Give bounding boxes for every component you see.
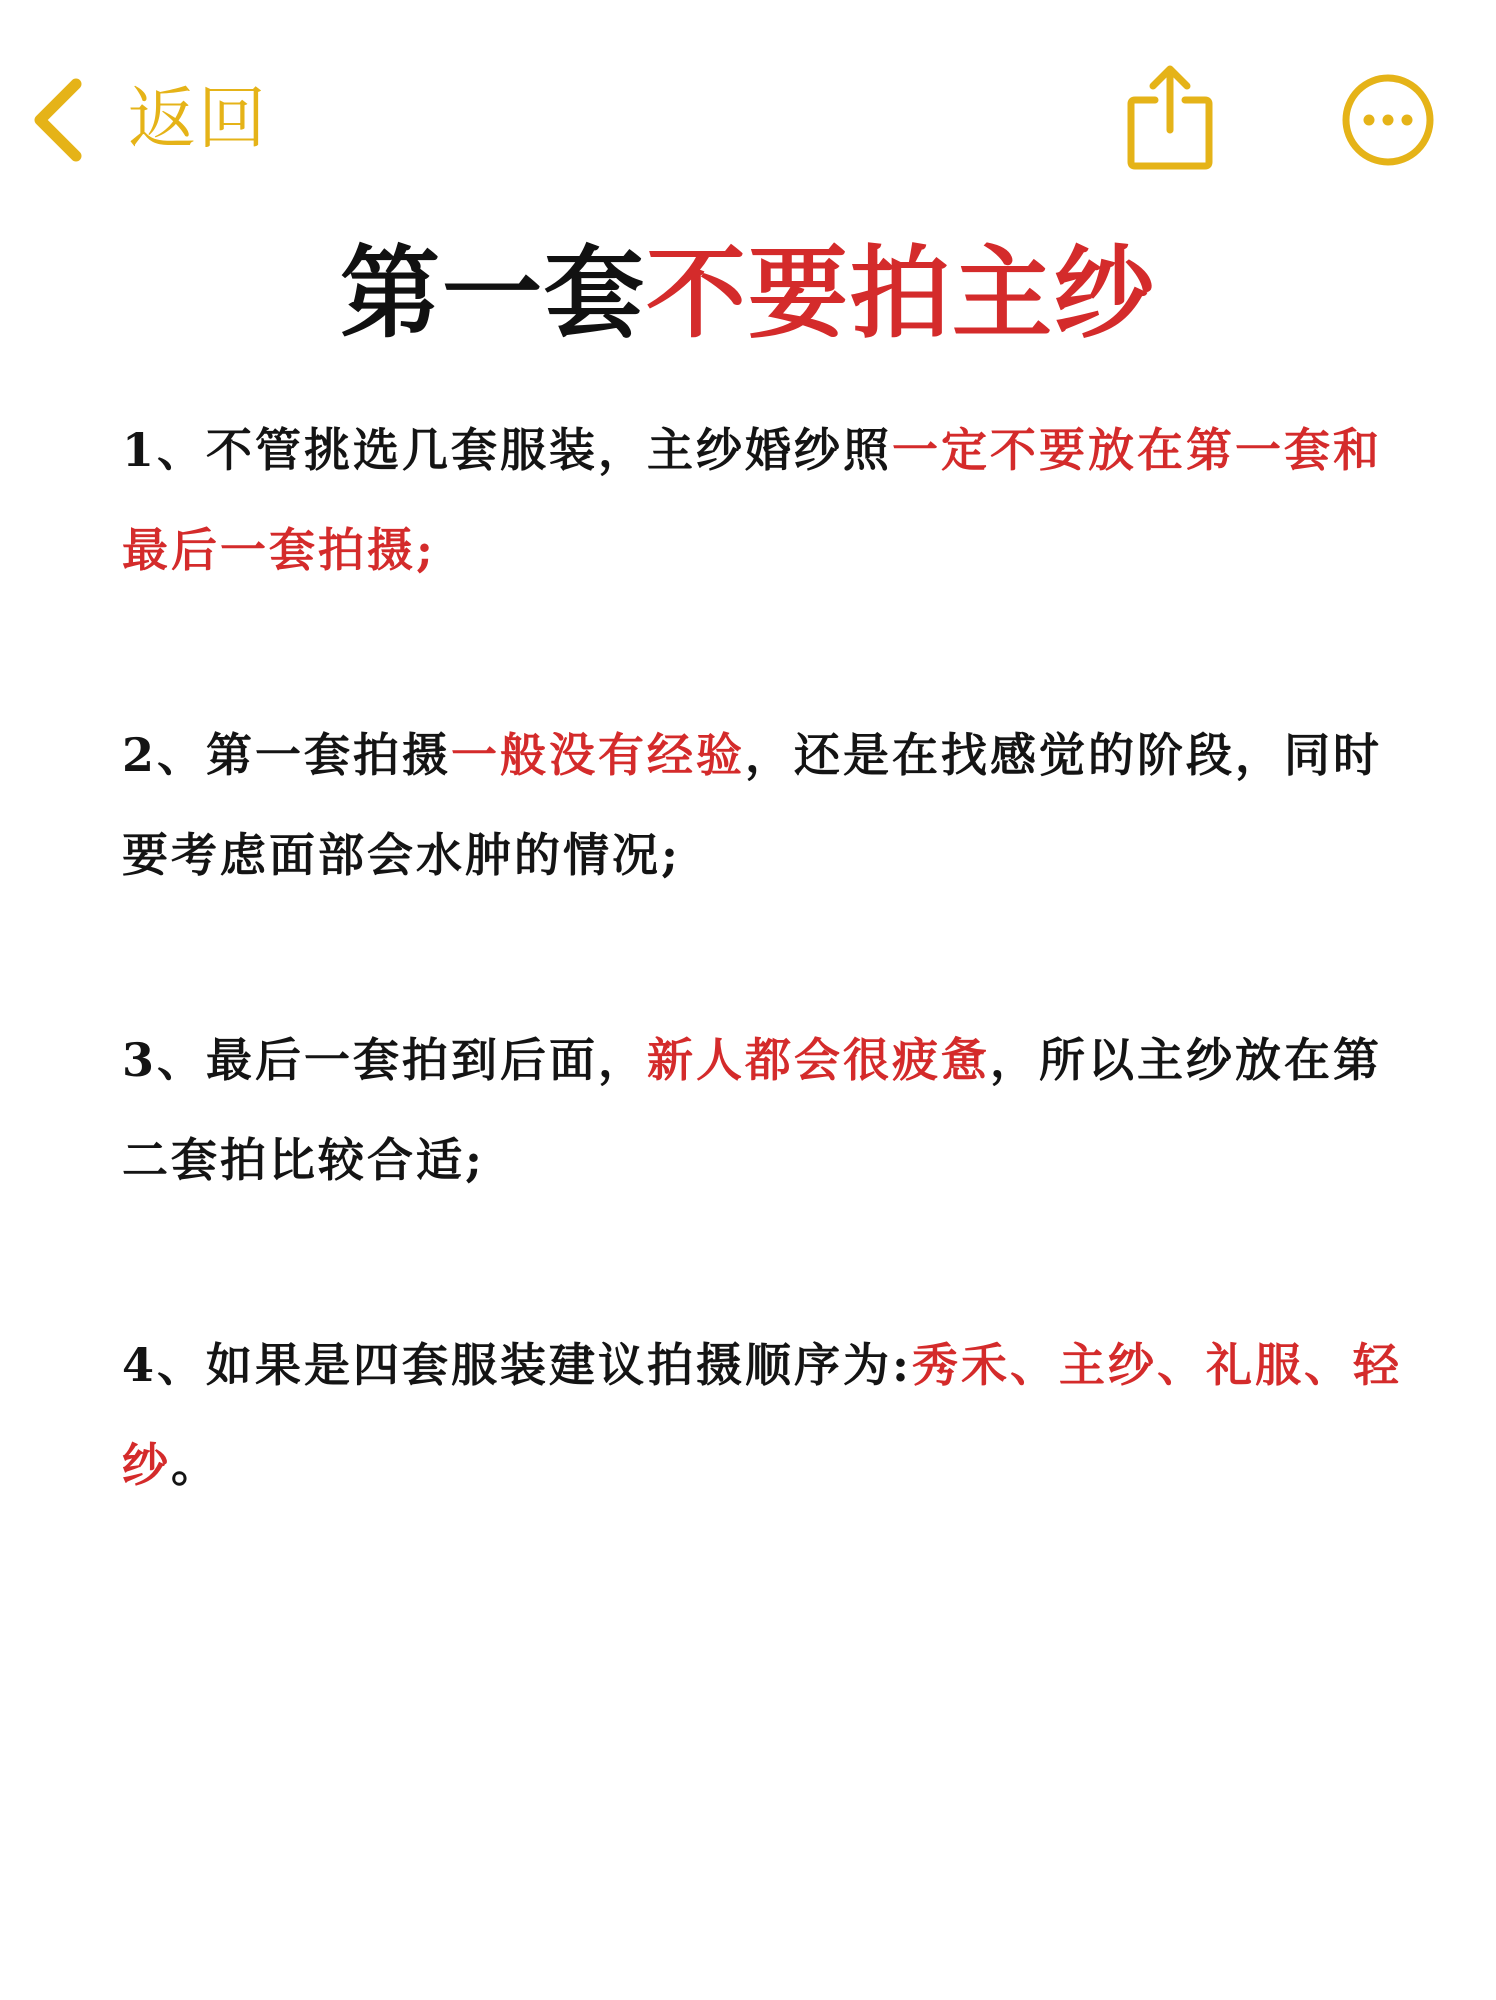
content-body xyxy=(122,400,1402,1620)
share-button[interactable] xyxy=(1125,62,1215,172)
paragraph-text: 3、最后一套拍到后面， xyxy=(122,1033,648,1087)
paragraph-text: 2、第一套拍摄 xyxy=(122,728,452,782)
nav-bar xyxy=(0,0,1496,200)
paragraph-3 xyxy=(122,1010,1402,1210)
paragraph-highlight: 一定不要放在第一套和最后一套拍摄; xyxy=(122,423,1383,577)
share-icon xyxy=(1125,157,1215,176)
paragraph-text: ，所以主纱放在第二套拍比较合适; xyxy=(122,1033,1383,1187)
paragraph-text: ，还是在找感觉的阶段，同时要考虑面部会水肿的情况; xyxy=(122,728,1383,882)
back-label: 返回 xyxy=(128,80,269,159)
paragraph-text: 4、如果是四套服装建议拍摄顺序为: xyxy=(122,1338,912,1392)
paragraph-text: 1、不管挑选几套服装，主纱婚纱照 xyxy=(122,423,893,477)
chevron-left-icon xyxy=(30,70,90,170)
paragraph-2 xyxy=(122,705,1402,905)
paragraph-text: 。 xyxy=(171,1438,220,1492)
paragraph-1 xyxy=(122,400,1402,600)
title-highlight: 不要拍主纱 xyxy=(646,234,1156,352)
paragraph-highlight: 一般没有经验 xyxy=(451,728,746,782)
paragraph-4 xyxy=(122,1315,1402,1515)
title-part1: 第一套 xyxy=(340,234,646,352)
more-button[interactable] xyxy=(1340,72,1436,168)
page-title xyxy=(0,228,1496,358)
paragraph-highlight: 新人都会很疲惫 xyxy=(647,1033,991,1087)
paragraph-highlight: 秀禾、主纱、礼服、轻纱 xyxy=(122,1338,1402,1492)
more-icon xyxy=(1340,153,1436,172)
back-button[interactable] xyxy=(30,70,268,170)
